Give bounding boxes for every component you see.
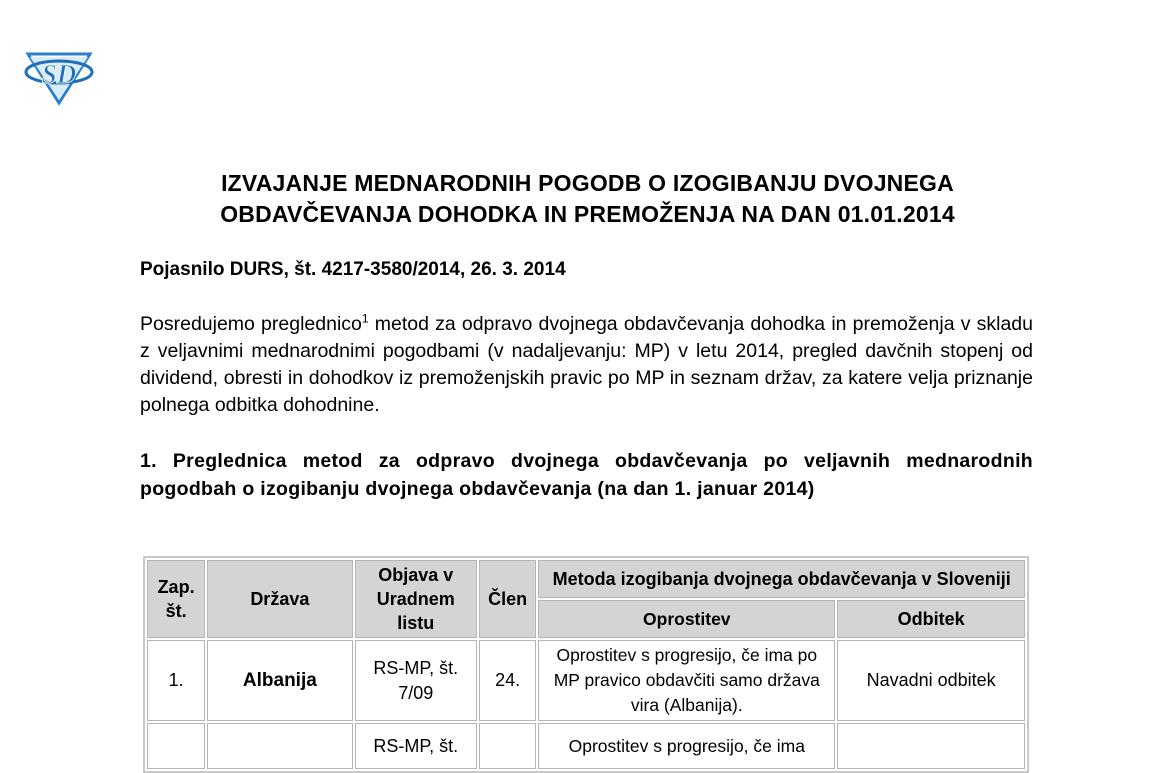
- document-title: [130, 168, 1045, 230]
- cell-objava: RS-MP, št.: [355, 723, 477, 769]
- methods-table: [143, 556, 1029, 773]
- intro-text-rest: metod za odpravo dvojnega obdavčevanja dohodka in premoženja v skladu z veljavnimi mednarodnimi pogodbami (v nadaljevanju: MP) v letu 2014, pregled davčnih stopenj od dividend, obresti in dohodkov iz premoženjskih pravic po MP in seznam držav, za katere velja priznanje polnega odbitka dohodnine.: [140, 313, 1033, 416]
- cell-zap-st: 1.: [147, 640, 205, 721]
- section-heading: 1. Preglednica metod za odpravo dvojnega obdavčevanja po veljavnih mednarodnih pogodbah o izogibanju dvojnega obdavčevanja (na dan 1. januar 2014): [140, 450, 1033, 500]
- header-metoda: Metoda izogibanja dvojnega obdavčevanja v Sloveniji: [538, 560, 1025, 598]
- cell-zap-st: [147, 723, 205, 769]
- cell-objava: RS-MP, št. 7/09: [355, 640, 477, 721]
- title-line-1: IZVAJANJE MEDNARODNIH POGODB O IZOGIBANJU DVOJNEGA: [221, 170, 954, 196]
- cell-drzava: [207, 723, 352, 769]
- header-odbitek: Odbitek: [837, 600, 1025, 638]
- cell-oprostitev: Oprostitev s progresijo, če ima: [538, 723, 835, 769]
- cell-clen: [479, 723, 536, 769]
- cell-odbitek: [837, 723, 1025, 769]
- header-zap-st: Zap. št.: [147, 560, 205, 638]
- header-clen: Člen: [479, 560, 536, 638]
- header-oprostitev: Oprostitev: [538, 600, 835, 638]
- footnote-marker[interactable]: 1: [361, 311, 369, 326]
- intro-text-start: Posredujemo preglednico: [140, 313, 362, 335]
- intro-paragraph: [140, 311, 1033, 419]
- cell-oprostitev: Oprostitev s progresijo, če ima po MP pravico obdavčiti samo država vira (Albanija).: [538, 640, 835, 721]
- title-line-2: OBDAVČEVANJA DOHODKA IN PREMOŽENJA NA DAN 01.01.2014: [220, 201, 955, 227]
- header-objava: Objava v Uradnem listu: [355, 560, 477, 638]
- sd-shield-logo-icon: [22, 48, 96, 106]
- sd-logo: [22, 48, 96, 106]
- cell-odbitek: Navadni odbitek: [837, 640, 1025, 721]
- table-row: [147, 723, 1025, 769]
- header-drzava: Država: [207, 560, 352, 638]
- cell-clen: 24.: [479, 640, 536, 721]
- table-row: [147, 640, 1025, 721]
- document-subtitle: Pojasnilo DURS, št. 4217-3580/2014, 26. 3. 2014: [140, 259, 566, 280]
- cell-drzava: Albanija: [207, 640, 352, 721]
- logo-text: SD: [41, 59, 77, 89]
